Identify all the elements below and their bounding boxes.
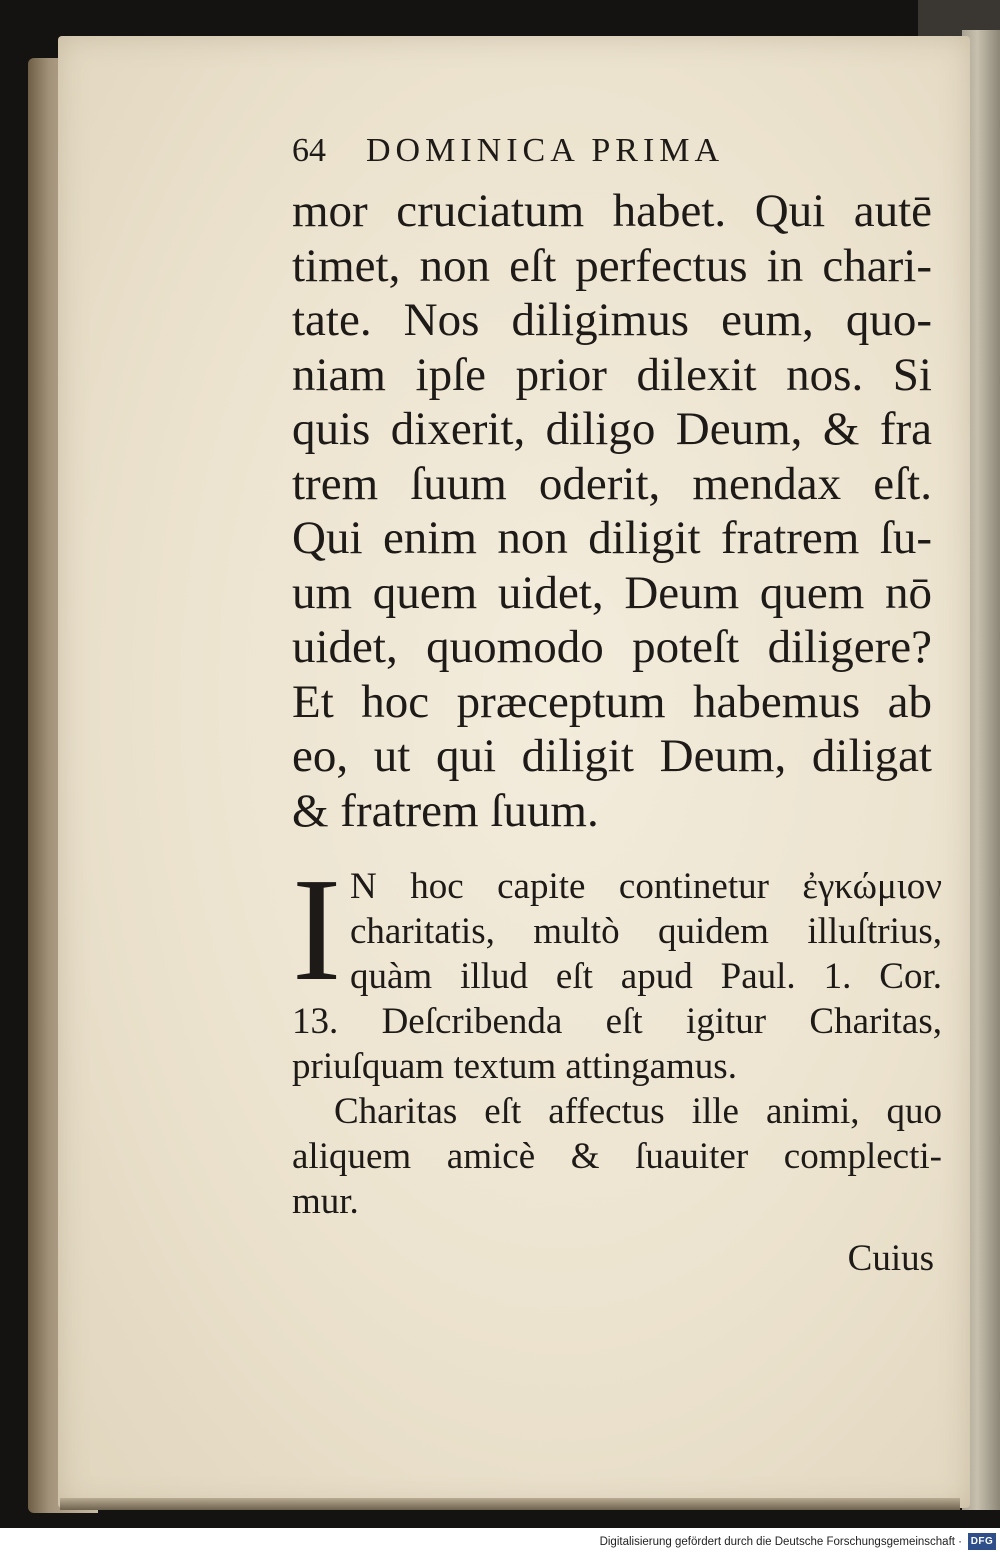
scripture-line: timet, non eſt perfectus in chari- (292, 239, 932, 292)
commentary-line: 13. Deſcribenda eſt igitur Charitas, (292, 1001, 942, 1042)
page-number: 64 (292, 132, 326, 169)
catchword: Cuius (847, 1238, 934, 1279)
dfg-logo-icon[interactable]: DFG (968, 1533, 996, 1550)
funding-credit: Digitalisierung gefördert durch die Deutsche Forschungsgemeinschaft · (599, 1535, 962, 1548)
digitization-footer (0, 1528, 1000, 1555)
scripture-line: niam ipſe prior dilexit nos. Si (292, 348, 932, 401)
drop-cap: I (292, 848, 342, 1012)
scripture-line: tate. Nos diligimus eum, quo- (292, 294, 932, 346)
scripture-line: uidet, quomodo poteſt diligere? (292, 621, 932, 673)
scripture-line: Qui enim non diligit fratrem ſu- (292, 512, 932, 564)
scripture-line: quis dixerit, diligo Deum, & fra (292, 403, 932, 455)
scripture-line: eo, ut qui diligit Deum, diligat (292, 730, 932, 782)
running-head (292, 132, 952, 184)
page-text-block (292, 132, 952, 1281)
scripture-line: um quem uidet, Deum quem nō (292, 566, 932, 619)
page-bottom-edge (60, 1498, 960, 1510)
scripture-text (292, 184, 952, 838)
commentary-opening (292, 848, 942, 1012)
running-title: DOMINICA PRIMA (366, 132, 725, 169)
commentary-line: priuſquam textum attingamus. (292, 1046, 737, 1087)
commentary-text (292, 848, 942, 1281)
commentary-line: charitatis, multò quidem illuſtrius, (350, 911, 942, 952)
scripture-line: Et hoc præceptum habemus ab (292, 675, 932, 728)
commentary-line: aliquem amicè & ſuauiter complecti- (292, 1136, 942, 1177)
commentary-line: N hoc capite continetur ἐγκώμιον (350, 866, 942, 907)
scripture-line: mor cruciatum habet. Qui autē (292, 185, 932, 237)
scripture-line: & fratrem ſuum. (292, 784, 599, 837)
commentary-line: Charitas eſt affectus ille animi, quo (334, 1091, 942, 1132)
commentary-line: mur. (292, 1181, 359, 1222)
scripture-line: trem ſuum oderit, mendax eſt. (292, 457, 932, 510)
commentary-line: quàm illud eſt apud Paul. 1. Cor. (350, 956, 942, 997)
